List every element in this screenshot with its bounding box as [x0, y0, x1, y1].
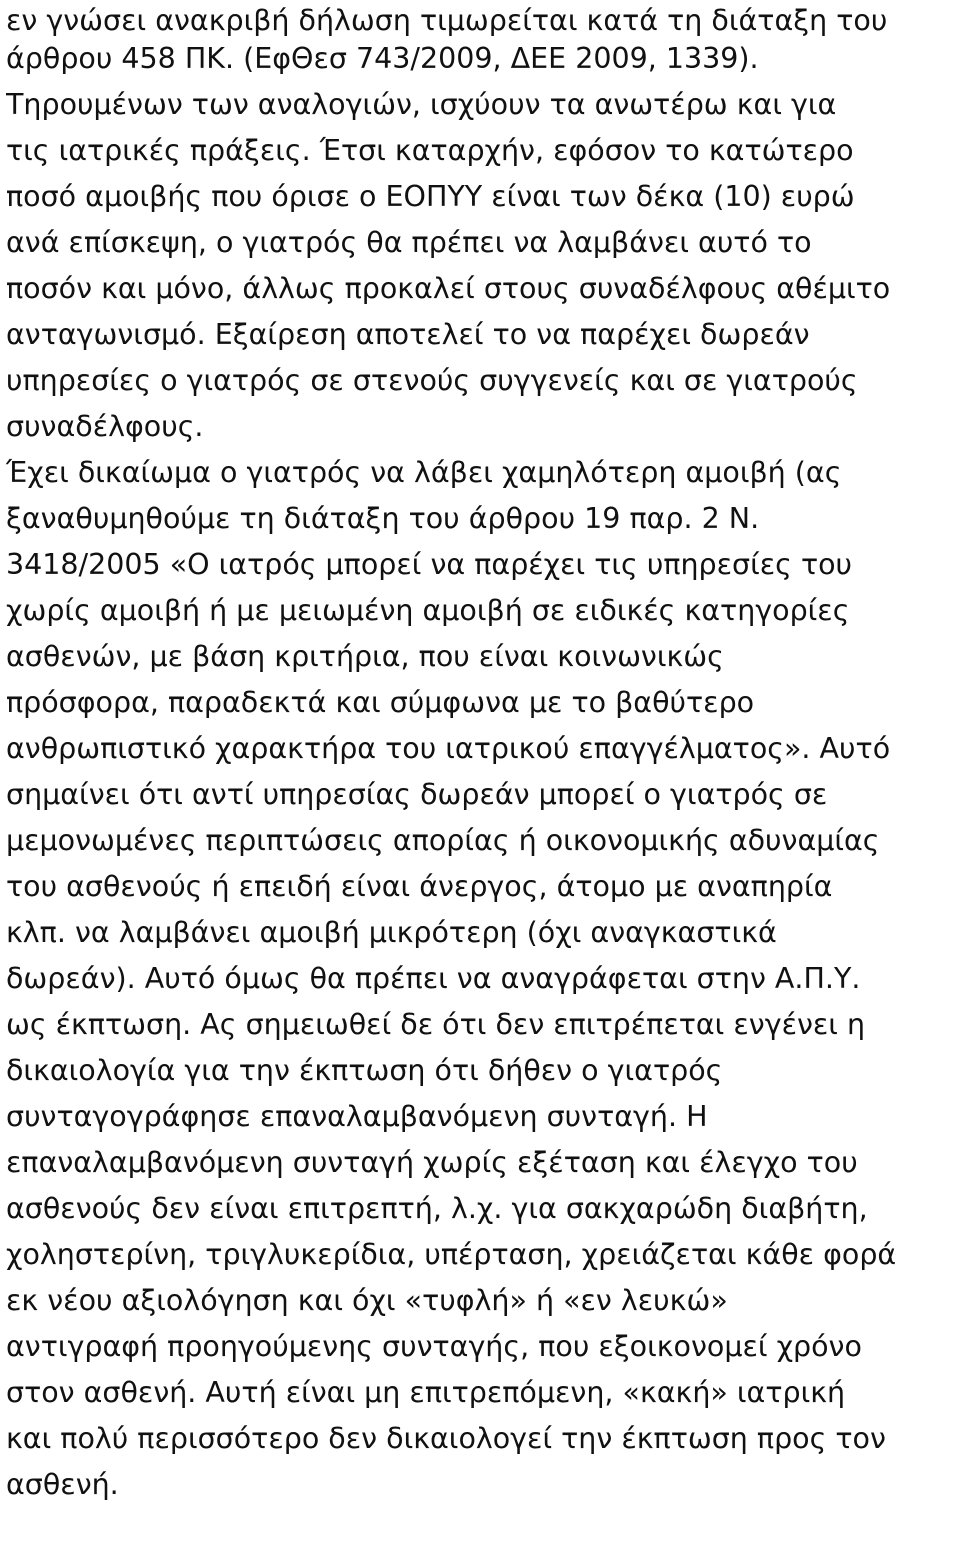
text-line: άρθρου 458 ΠΚ. (ΕφΘεσ 743/2009, ΔΕΕ 2009, 1339).	[6, 42, 759, 75]
text-line: χωρίς αμοιβή ή με μειωμένη αμοιβή σε ειδικές κατηγορίες	[6, 594, 850, 627]
text-line: ποσόν και μόνο, άλλως προκαλεί στους συναδέλφους αθέμιτο	[6, 272, 891, 305]
text-line: δωρεάν). Αυτό όμως θα πρέπει να αναγράφεται στην Α.Π.Υ.	[6, 962, 861, 995]
text-line: ασθενούς δεν είναι επιτρεπτή, λ.χ. για σακχαρώδη διαβήτη,	[6, 1192, 868, 1225]
text-line: επαναλαμβανόμενη συνταγή χωρίς εξέταση και έλεγχο του	[6, 1146, 858, 1179]
text-line: ασθενή.	[6, 1468, 119, 1501]
text-line: ασθενών, με βάση κριτήρια, που είναι κοινωνικώς	[6, 640, 724, 673]
text-line: εκ νέου αξιολόγηση και όχι «τυφλή» ή «εν λευκώ»	[6, 1284, 728, 1317]
text-line: ως έκπτωση. Ας σημειωθεί δε ότι δεν επιτρέπεται ενγένει η	[6, 1008, 866, 1041]
text-line: ανά επίσκεψη, ο γιατρός θα πρέπει να λαμβάνει αυτό το	[6, 226, 812, 259]
text-line: ανθρωπιστικό χαρακτήρα του ιατρικού επαγγέλματος». Αυτό	[6, 732, 891, 765]
text-line: εν γνώσει ανακριβή δήλωση τιμωρείται κατά τη διάταξη του	[6, 4, 888, 37]
text-line: υπηρεσίες ο γιατρός σε στενούς συγγενείς και σε γιατρούς	[6, 364, 858, 397]
text-line: του ασθενούς ή επειδή είναι άνεργος, άτομο με αναπηρία	[6, 870, 833, 903]
text-line: πρόσφορα, παραδεκτά και σύμφωνα με το βαθύτερο	[6, 686, 755, 719]
text-line: κλπ. να λαμβάνει αμοιβή μικρότερη (όχι αναγκαστικά	[6, 916, 777, 949]
text-line: ξαναθυμηθούμε τη διάταξη του άρθρου 19 παρ. 2 Ν.	[6, 502, 760, 535]
text-line: Τηρουμένων των αναλογιών, ισχύουν τα ανωτέρω και για	[6, 88, 837, 121]
text-line: και πολύ περισσότερο δεν δικαιολογεί την έκπτωση προς τον	[6, 1422, 886, 1455]
text-line: Έχει δικαίωμα ο γιατρός να λάβει χαμηλότερη αμοιβή (ας	[6, 456, 842, 489]
text-line: τις ιατρικές πράξεις. Έτσι καταρχήν, εφόσον το κατώτερο	[6, 134, 854, 167]
text-line: μεμονωμένες περιπτώσεις απορίας ή οικονομικής αδυναμίας	[6, 824, 880, 857]
text-line: 3418/2005 «Ο ιατρός μπορεί να παρέχει τις υπηρεσίες του	[6, 548, 853, 581]
text-line: δικαιολογία για την έκπτωση ότι δήθεν ο γιατρός	[6, 1054, 723, 1087]
text-line: χοληστερίνη, τριγλυκερίδια, υπέρταση, χρειάζεται κάθε φορά	[6, 1238, 897, 1271]
text-line: ανταγωνισμό. Εξαίρεση αποτελεί το να παρέχει δωρεάν	[6, 318, 810, 351]
text-line: ποσό αμοιβής που όρισε ο ΕΟΠΥΥ είναι των δέκα (10) ευρώ	[6, 180, 855, 213]
text-line: αντιγραφή προηγούμενης συνταγής, που εξοικονομεί χρόνο	[6, 1330, 862, 1363]
text-line: συναδέλφους.	[6, 410, 204, 443]
text-line: στον ασθενή. Αυτή είναι μη επιτρεπόμενη, «κακή» ιατρική	[6, 1376, 846, 1409]
text-line: συνταγογράφησε επαναλαμβανόμενη συνταγή. Η	[6, 1100, 708, 1133]
text-line: σημαίνει ότι αντί υπηρεσίας δωρεάν μπορεί ο γιατρός σε	[6, 778, 828, 811]
